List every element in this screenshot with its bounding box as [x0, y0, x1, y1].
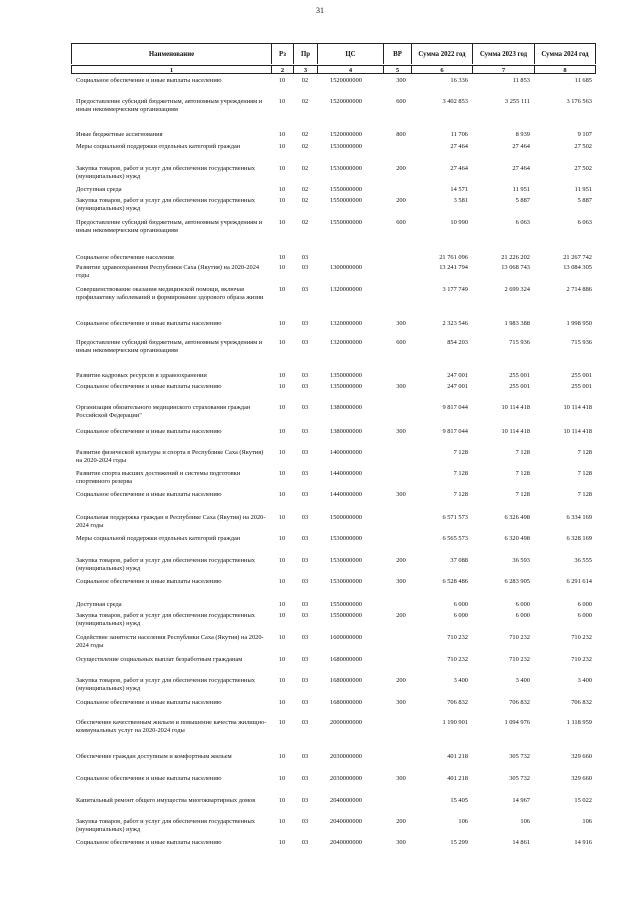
- cell-s3: 27 502: [574, 143, 592, 150]
- cell-s2: 10 114 418: [501, 404, 530, 411]
- cell-s2: 6 000: [515, 601, 530, 608]
- cell-name: Обеспечение качественным жильем и повышение качества жилищно-коммунальных услуг на 2020-2024 годы: [76, 719, 267, 735]
- cell-name: Меры социальной поддержки отдельных категорий граждан: [76, 535, 241, 542]
- cell-pr: 03: [301, 677, 309, 684]
- cell-pr: 03: [301, 797, 309, 804]
- cell-name: Совершенствование оказания медицинской помощи, включая профилактику заболеваний и формирование здорового образа жизни: [76, 286, 264, 302]
- cell-vr: 200: [396, 165, 406, 172]
- cell-s3: 11 951: [574, 186, 592, 193]
- cell-pr: 03: [301, 383, 309, 390]
- cell-cs: 2040000000: [330, 818, 362, 825]
- cell-pr: 03: [301, 634, 309, 641]
- cell-rz: 10: [278, 634, 286, 641]
- cell-cs: 1600000000: [330, 634, 362, 641]
- cell-cs: 1550000000: [330, 612, 362, 619]
- cell-pr: 02: [301, 219, 309, 226]
- cell-s2: 255 001: [509, 383, 530, 390]
- cell-s3: 15 022: [574, 797, 592, 804]
- cell-pr: 02: [301, 197, 309, 204]
- header-sum-2023: Сумма 2023 год: [472, 44, 534, 64]
- cell-s3: 6 291 614: [566, 578, 592, 585]
- header-pr: Пр: [293, 44, 317, 64]
- cell-s1: 14 571: [450, 186, 468, 193]
- cell-s3: 2 714 886: [566, 286, 592, 293]
- col-number-2: 2: [271, 65, 293, 74]
- cell-rz: 10: [278, 286, 286, 293]
- cell-rz: 10: [278, 535, 286, 542]
- cell-rz: 10: [278, 131, 286, 138]
- cell-cs: 1320000000: [330, 320, 362, 327]
- cell-s3: 3 400: [577, 677, 592, 684]
- cell-pr: 03: [301, 601, 309, 608]
- cell-s2: 6 320 498: [504, 535, 530, 542]
- cell-rz: 10: [278, 470, 286, 477]
- cell-s2: 305 732: [509, 753, 530, 760]
- cell-s2: 3 255 111: [504, 98, 530, 105]
- cell-rz: 10: [278, 719, 286, 726]
- cell-rz: 10: [278, 264, 286, 271]
- cell-rz: 10: [278, 699, 286, 706]
- cell-s3: 7 128: [577, 491, 592, 498]
- cell-s2: 7 128: [515, 491, 530, 498]
- cell-rz: 10: [278, 557, 286, 564]
- cell-rz: 10: [278, 601, 286, 608]
- cell-name: Меры социальной поддержки отдельных категорий граждан: [76, 143, 241, 150]
- cell-cs: 1680000000: [330, 656, 362, 663]
- cell-s1: 15 405: [450, 797, 468, 804]
- cell-s3: 9 107: [577, 131, 592, 138]
- cell-s2: 2 699 324: [504, 286, 530, 293]
- cell-name: Организация обязательного медицинского страхования граждан Российской Федерации": [76, 404, 251, 420]
- cell-rz: 10: [278, 404, 286, 411]
- cell-cs: 1530000000: [330, 143, 362, 150]
- cell-cs: 1680000000: [330, 677, 362, 684]
- cell-s2: 14 967: [512, 797, 530, 804]
- cell-vr: 300: [396, 491, 406, 498]
- cell-name: Предоставление субсидий бюджетным, автономным учреждениям и иным некоммерческим организациям: [76, 339, 263, 355]
- cell-vr: 200: [396, 612, 406, 619]
- cell-s1: 3 177 749: [442, 286, 468, 293]
- cell-s1: 6 565 573: [442, 535, 468, 542]
- cell-s1: 6 528 486: [442, 578, 468, 585]
- cell-s3: 5 887: [577, 197, 592, 204]
- cell-pr: 03: [301, 818, 309, 825]
- cell-cs: 2040000000: [330, 797, 362, 804]
- cell-s2: 7 128: [515, 470, 530, 477]
- cell-s1: 3 402 853: [442, 98, 468, 105]
- cell-name: Социальное обеспечение и иные выплаты населению: [76, 77, 222, 84]
- cell-name: Социальное обеспечение и иные выплаты населению: [76, 428, 222, 435]
- cell-cs: 1500000000: [330, 514, 362, 521]
- header-cs: ЦС: [317, 44, 383, 64]
- cell-name: Развитие кадровых ресурсов в здравоохранении: [76, 372, 207, 379]
- cell-name: Капитальный ремонт общего имущества многоквартирных домов: [76, 797, 256, 804]
- cell-s2: 6 000: [515, 612, 530, 619]
- cell-s1: 710 232: [447, 656, 468, 663]
- cell-pr: 03: [301, 372, 309, 379]
- header-sum-2024: Сумма 2024 год: [534, 44, 596, 64]
- cell-s1: 13 241 794: [439, 264, 468, 271]
- cell-vr: 300: [396, 428, 406, 435]
- cell-cs: 1400000000: [330, 449, 362, 456]
- cell-rz: 10: [278, 839, 286, 846]
- col-number-4: 4: [317, 65, 383, 74]
- cell-s2: 5 887: [515, 197, 530, 204]
- cell-s1: 15 299: [450, 839, 468, 846]
- cell-name: Развитие здравоохранения Республики Саха (Якутия) на 2020-2024 годы: [76, 264, 260, 280]
- col-number-7: 7: [472, 65, 534, 74]
- cell-pr: 03: [301, 286, 309, 293]
- cell-s2: 106: [520, 818, 530, 825]
- cell-s3: 6 063: [577, 219, 592, 226]
- cell-s1: 7 128: [453, 449, 468, 456]
- header-bottom-rule: [71, 73, 596, 74]
- cell-vr: 300: [396, 839, 406, 846]
- cell-s3: 36 555: [574, 557, 592, 564]
- cell-rz: 10: [278, 775, 286, 782]
- cell-s2: 1 983 388: [504, 320, 530, 327]
- cell-s3: 13 084 305: [563, 264, 592, 271]
- cell-vr: 300: [396, 77, 406, 84]
- cell-s3: 1 118 959: [566, 719, 592, 726]
- cell-cs: 1380000000: [330, 428, 362, 435]
- cell-s1: 854 203: [447, 339, 468, 346]
- cell-s3: 7 128: [577, 470, 592, 477]
- cell-pr: 03: [301, 656, 309, 663]
- cell-rz: 10: [278, 165, 286, 172]
- cell-s2: 6 283 905: [504, 578, 530, 585]
- cell-s2: 710 232: [509, 634, 530, 641]
- cell-rz: 10: [278, 818, 286, 825]
- cell-pr: 02: [301, 98, 309, 105]
- cell-name: Социальное обеспечение и иные выплаты населению: [76, 839, 222, 846]
- cell-s1: 1 190 901: [442, 719, 468, 726]
- cell-s3: 6 328 169: [566, 535, 592, 542]
- cell-s1: 6 000: [453, 612, 468, 619]
- cell-cs: 1550000000: [330, 197, 362, 204]
- cell-s1: 247 001: [447, 372, 468, 379]
- cell-name: Иные бюджетные ассигнования: [76, 131, 163, 138]
- cell-s1: 401 218: [447, 775, 468, 782]
- cell-pr: 03: [301, 839, 309, 846]
- cell-s1: 247 001: [447, 383, 468, 390]
- cell-cs: 1320000000: [330, 339, 362, 346]
- header-name: Наименование: [71, 44, 271, 64]
- cell-cs: 1350000000: [330, 372, 362, 379]
- cell-rz: 10: [278, 449, 286, 456]
- cell-rz: 10: [278, 677, 286, 684]
- header-rz: Рз: [271, 44, 293, 64]
- cell-s2: 11 853: [512, 77, 530, 84]
- cell-s2: 27 464: [512, 143, 530, 150]
- cell-s2: 305 732: [509, 775, 530, 782]
- cell-pr: 03: [301, 320, 309, 327]
- cell-s3: 10 114 418: [563, 404, 592, 411]
- cell-vr: 600: [396, 98, 406, 105]
- cell-s1: 710 232: [447, 634, 468, 641]
- cell-name: Содействие занятости населения Республики Саха (Якутия) на 2020-2024 годы: [76, 634, 264, 650]
- cell-name: Социальное обеспечение и иные выплаты населению: [76, 578, 222, 585]
- cell-s3: 255 001: [571, 372, 592, 379]
- cell-s1: 401 218: [447, 753, 468, 760]
- cell-vr: 200: [396, 197, 406, 204]
- cell-vr: 800: [396, 131, 406, 138]
- cell-s2: 6 326 498: [504, 514, 530, 521]
- cell-s3: 329 660: [571, 775, 592, 782]
- cell-pr: 03: [301, 449, 309, 456]
- cell-s3: 10 114 418: [563, 428, 592, 435]
- cell-pr: 03: [301, 491, 309, 498]
- cell-rz: 10: [278, 753, 286, 760]
- page-number: 31: [316, 6, 324, 15]
- cell-rz: 10: [278, 656, 286, 663]
- cell-pr: 03: [301, 339, 309, 346]
- cell-name: Закупка товаров, работ и услуг для обеспечения государственных (муниципальных) нужд: [76, 165, 255, 181]
- cell-s1: 27 464: [450, 143, 468, 150]
- cell-vr: 200: [396, 557, 406, 564]
- cell-name: Социальное обеспечение и иные выплаты населению: [76, 491, 222, 498]
- cell-rz: 10: [278, 612, 286, 619]
- cell-cs: 1530000000: [330, 165, 362, 172]
- cell-name: Развитие физической культуры и спорта в Республике Саха (Якутия) на 2020-2024 годы: [76, 449, 264, 465]
- cell-s3: 106: [582, 818, 592, 825]
- cell-s1: 706 832: [447, 699, 468, 706]
- cell-cs: 2030000000: [330, 775, 362, 782]
- cell-pr: 02: [301, 131, 309, 138]
- cell-cs: 1530000000: [330, 578, 362, 585]
- header-vr: ВР: [383, 44, 411, 64]
- cell-vr: 600: [396, 339, 406, 346]
- cell-cs: 1380000000: [330, 404, 362, 411]
- cell-s3: 11 685: [574, 77, 592, 84]
- col-number-8: 8: [534, 65, 596, 74]
- cell-s3: 14 916: [574, 839, 592, 846]
- cell-s3: 27 502: [574, 165, 592, 172]
- cell-s3: 710 232: [571, 656, 592, 663]
- cell-s1: 6 000: [453, 601, 468, 608]
- cell-cs: 1550000000: [330, 601, 362, 608]
- cell-s2: 255 001: [509, 372, 530, 379]
- cell-rz: 10: [278, 197, 286, 204]
- cell-s3: 1 998 950: [566, 320, 592, 327]
- cell-name: Социальная поддержка граждан в Республике Саха (Якутия) на 2020-2024 годы: [76, 514, 266, 530]
- cell-pr: 02: [301, 77, 309, 84]
- cell-rz: 10: [278, 98, 286, 105]
- cell-vr: 300: [396, 775, 406, 782]
- cell-vr: 300: [396, 383, 406, 390]
- cell-s2: 36 593: [512, 557, 530, 564]
- cell-name: Социальное обеспечение и иные выплаты населению: [76, 775, 222, 782]
- cell-name: Обеспечение граждан доступным и комфортным жильем: [76, 753, 232, 760]
- cell-name: Закупка товаров, работ и услуг для обеспечения государственных (муниципальных) нужд: [76, 677, 255, 693]
- cell-s1: 3 400: [453, 677, 468, 684]
- cell-cs: 1550000000: [330, 186, 362, 193]
- cell-cs: 1440000000: [330, 470, 362, 477]
- cell-s2: 21 226 202: [501, 254, 530, 261]
- cell-s1: 21 761 096: [439, 254, 468, 261]
- col-number-1: 1: [71, 65, 271, 74]
- cell-pr: 03: [301, 470, 309, 477]
- cell-rz: 10: [278, 578, 286, 585]
- cell-s2: 3 400: [515, 677, 530, 684]
- cell-s2: 13 068 743: [501, 264, 530, 271]
- cell-cs: 2030000000: [330, 753, 362, 760]
- cell-vr: 300: [396, 699, 406, 706]
- cell-pr: 03: [301, 699, 309, 706]
- cell-cs: 2040000000: [330, 839, 362, 846]
- cell-name: Закупка товаров, работ и услуг для обеспечения государственных (муниципальных) нужд: [76, 197, 255, 213]
- col-number-3: 3: [293, 65, 317, 74]
- cell-vr: 200: [396, 677, 406, 684]
- cell-pr: 03: [301, 254, 309, 261]
- cell-s2: 14 861: [512, 839, 530, 846]
- cell-cs: 1440000000: [330, 491, 362, 498]
- cell-s3: 21 267 742: [563, 254, 592, 261]
- table-header: [71, 43, 596, 74]
- cell-s1: 7 128: [453, 470, 468, 477]
- cell-s1: 3 581: [453, 197, 468, 204]
- cell-s3: 706 832: [571, 699, 592, 706]
- cell-vr: 300: [396, 320, 406, 327]
- cell-s3: 715 936: [571, 339, 592, 346]
- cell-name: Социальное обеспечение и иные выплаты населению: [76, 699, 222, 706]
- cell-cs: 1550000000: [330, 219, 362, 226]
- cell-pr: 03: [301, 578, 309, 585]
- cell-s2: 8 939: [515, 131, 530, 138]
- cell-name: Социальное обеспечение населения: [76, 254, 174, 261]
- cell-name: Социальное обеспечение и иные выплаты населению: [76, 383, 222, 390]
- cell-s1: 7 128: [453, 491, 468, 498]
- cell-s2: 11 951: [512, 186, 530, 193]
- cell-name: Развитие спорта высших достижений и системы подготовки спортивного резерва: [76, 470, 241, 486]
- cell-rz: 10: [278, 797, 286, 804]
- cell-pr: 03: [301, 404, 309, 411]
- cell-s3: 6 000: [577, 612, 592, 619]
- cell-rz: 10: [278, 186, 286, 193]
- cell-s1: 37 088: [450, 557, 468, 564]
- cell-rz: 10: [278, 514, 286, 521]
- cell-pr: 03: [301, 535, 309, 542]
- cell-s3: 3 176 563: [566, 98, 592, 105]
- cell-pr: 03: [301, 428, 309, 435]
- cell-rz: 10: [278, 428, 286, 435]
- cell-cs: 1530000000: [330, 557, 362, 564]
- cell-cs: 1520000000: [330, 98, 362, 105]
- cell-cs: 1680000000: [330, 699, 362, 706]
- cell-rz: 10: [278, 143, 286, 150]
- cell-cs: 1350000000: [330, 383, 362, 390]
- cell-pr: 02: [301, 186, 309, 193]
- cell-s1: 10 990: [450, 219, 468, 226]
- cell-s2: 10 114 418: [501, 428, 530, 435]
- cell-vr: 600: [396, 219, 406, 226]
- cell-s2: 706 832: [509, 699, 530, 706]
- col-number-5: 5: [383, 65, 411, 74]
- cell-name: Предоставление субсидий бюджетным, автономным учреждениям и иным некоммерческим организациям: [76, 219, 263, 235]
- cell-rz: 10: [278, 77, 286, 84]
- cell-rz: 10: [278, 219, 286, 226]
- cell-pr: 03: [301, 612, 309, 619]
- cell-pr: 03: [301, 719, 309, 726]
- cell-s1: 9 817 044: [442, 404, 468, 411]
- cell-s2: 1 094 976: [504, 719, 530, 726]
- cell-name: Социальное обеспечение и иные выплаты населению: [76, 320, 222, 327]
- cell-s1: 27 464: [450, 165, 468, 172]
- cell-rz: 10: [278, 339, 286, 346]
- cell-name: Предоставление субсидий бюджетным, автономным учреждениям и иным некоммерческим организациям: [76, 98, 263, 114]
- cell-name: Доступная среда: [76, 601, 122, 608]
- cell-rz: 10: [278, 254, 286, 261]
- col-number-6: 6: [411, 65, 472, 74]
- cell-name: Осуществление социальных выплат безработным гражданам: [76, 656, 243, 663]
- cell-pr: 02: [301, 143, 309, 150]
- cell-s1: 106: [458, 818, 468, 825]
- cell-pr: 03: [301, 753, 309, 760]
- cell-name: Закупка товаров, работ и услуг для обеспечения государственных (муниципальных) нужд: [76, 818, 255, 834]
- cell-s3: 6 334 169: [566, 514, 592, 521]
- cell-s3: 255 001: [571, 383, 592, 390]
- cell-cs: 1320000000: [330, 286, 362, 293]
- cell-pr: 03: [301, 264, 309, 271]
- cell-cs: 1530000000: [330, 535, 362, 542]
- cell-s2: 715 936: [509, 339, 530, 346]
- cell-rz: 10: [278, 383, 286, 390]
- cell-pr: 03: [301, 557, 309, 564]
- cell-name: Закупка товаров, работ и услуг для обеспечения государственных (муниципальных) нужд: [76, 557, 255, 573]
- cell-s3: 6 000: [577, 601, 592, 608]
- cell-s1: 9 817 044: [442, 428, 468, 435]
- cell-s1: 6 571 573: [442, 514, 468, 521]
- cell-name: Доступная среда: [76, 186, 122, 193]
- cell-s1: 2 323 546: [442, 320, 468, 327]
- cell-rz: 10: [278, 372, 286, 379]
- cell-cs: 1520000000: [330, 131, 362, 138]
- cell-pr: 02: [301, 165, 309, 172]
- cell-cs: 2000000000: [330, 719, 362, 726]
- cell-s1: 11 706: [450, 131, 468, 138]
- cell-cs: 1300000000: [330, 264, 362, 271]
- cell-s1: 16 336: [450, 77, 468, 84]
- cell-s3: 710 232: [571, 634, 592, 641]
- cell-s3: 329 660: [571, 753, 592, 760]
- cell-s2: 27 464: [512, 165, 530, 172]
- cell-pr: 03: [301, 775, 309, 782]
- cell-pr: 03: [301, 514, 309, 521]
- cell-s3: 7 128: [577, 449, 592, 456]
- cell-cs: 1520000000: [330, 77, 362, 84]
- cell-rz: 10: [278, 491, 286, 498]
- header-sum-2022: Сумма 2022 год: [411, 44, 472, 64]
- cell-vr: 200: [396, 818, 406, 825]
- cell-s2: 6 063: [515, 219, 530, 226]
- cell-vr: 300: [396, 578, 406, 585]
- cell-s2: 710 232: [509, 656, 530, 663]
- cell-rz: 10: [278, 320, 286, 327]
- cell-s2: 7 128: [515, 449, 530, 456]
- cell-name: Закупка товаров, работ и услуг для обеспечения государственных (муниципальных) нужд: [76, 612, 255, 628]
